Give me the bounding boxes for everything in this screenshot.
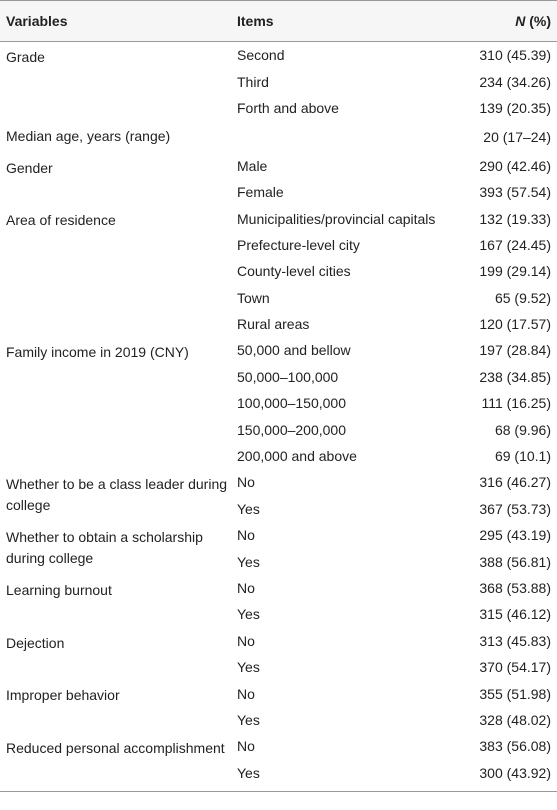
value-cell: 120 (17.57) <box>479 316 551 333</box>
table-row <box>0 628 557 654</box>
value-cell: 234 (34.26) <box>479 73 551 90</box>
value-cell: 316 (46.27) <box>479 474 551 491</box>
value-cell: 132 (19.33) <box>479 210 551 227</box>
table-row <box>0 575 557 601</box>
table-row <box>0 42 557 69</box>
item-cell: Prefecture-level city <box>237 236 360 253</box>
item-cell: No <box>237 738 255 755</box>
value-cell: 197 (28.84) <box>479 342 551 359</box>
value-cell: 295 (43.19) <box>479 527 551 544</box>
table-row <box>0 205 557 231</box>
table-row <box>0 469 557 495</box>
value-cell: 300 (43.92) <box>459 760 557 792</box>
value-cell: 310 (45.39) <box>479 47 551 64</box>
value-cell: 328 (48.02) <box>479 711 551 728</box>
item-cell: Third <box>237 73 269 90</box>
item-cell: No <box>237 632 255 649</box>
item-cell: No <box>237 474 255 491</box>
value-cell: 139 (20.35) <box>479 99 551 116</box>
item-cell: Yes <box>237 500 260 517</box>
table-body <box>0 42 557 792</box>
value-cell: 69 (10.1) <box>494 448 551 465</box>
item-cell: 200,000 and above <box>237 448 357 465</box>
variable-cell: Grade <box>6 49 45 65</box>
item-cell: Yes <box>237 711 260 728</box>
value-cell: 393 (57.54) <box>479 184 551 201</box>
header-n-percent <box>459 1 557 42</box>
value-cell: 199 (29.14) <box>479 263 551 280</box>
value-cell: 355 (51.98) <box>479 685 551 702</box>
value-cell: 370 (54.17) <box>479 659 551 676</box>
item-cell: County-level cities <box>237 263 351 280</box>
item-cell: Rural areas <box>237 316 310 333</box>
header-n-label: N <box>515 13 526 29</box>
value-cell: 388 (56.81) <box>479 553 551 570</box>
value-cell: 383 (56.08) <box>479 738 551 755</box>
header-row <box>0 1 557 42</box>
item-cell: 50,000–100,000 <box>237 368 339 385</box>
item-cell: No <box>237 527 255 544</box>
value-cell: 167 (24.45) <box>479 236 551 253</box>
variable-cell: Area of residence <box>6 212 116 229</box>
table-row <box>0 733 557 759</box>
variable-cell: Learning burnout <box>6 581 112 598</box>
item-cell: 100,000–150,000 <box>237 395 346 412</box>
value-cell: 111 (16.25) <box>481 395 551 412</box>
table-row <box>0 153 557 179</box>
item-cell <box>237 121 459 152</box>
table-header <box>0 1 557 42</box>
item-cell: 50,000 and bellow <box>237 342 351 359</box>
item-cell: Yes <box>237 659 260 676</box>
value-cell: 315 (46.12) <box>479 606 551 623</box>
variable-cell: Median age, years (range) <box>6 128 171 145</box>
item-cell: Municipalities/provincial capitals <box>237 210 436 227</box>
variable-cell: Improper behavior <box>6 687 120 704</box>
variable-cell: Whether to obtain a scholarship during college <box>6 529 203 567</box>
header-percent-label: (%) <box>525 13 551 29</box>
item-cell: No <box>237 580 255 596</box>
value-cell: 367 (53.73) <box>479 500 551 517</box>
item-cell: Forth and above <box>237 99 339 116</box>
item-cell: Male <box>237 157 268 174</box>
item-cell: Female <box>237 184 284 201</box>
value-cell: 290 (42.46) <box>479 157 551 174</box>
value-cell: 313 (45.83) <box>479 632 551 649</box>
variable-cell: Whether to be a class leader during college <box>6 476 228 514</box>
variable-cell: Reduced personal accomplishment <box>0 733 237 791</box>
value-cell: 238 (34.85) <box>479 368 551 385</box>
item-cell: No <box>237 685 255 702</box>
variable-cell: Family income in 2019 (CNY) <box>6 344 189 361</box>
table-row <box>0 522 557 548</box>
item-cell: Yes <box>237 553 260 570</box>
value-cell: 20 (17–24) <box>483 128 551 145</box>
header-variables: Variables <box>0 1 237 42</box>
header-items: Items <box>237 1 459 42</box>
item-cell: Second <box>237 47 285 64</box>
table-row <box>0 337 557 363</box>
item-cell: Yes <box>237 606 260 623</box>
variable-cell: Gender <box>6 159 53 176</box>
item-cell: Yes <box>237 760 459 792</box>
value-cell: 68 (9.96) <box>494 421 551 438</box>
table-row <box>0 680 557 706</box>
item-cell: 150,000–200,000 <box>237 421 346 438</box>
value-cell: 368 (53.88) <box>479 580 551 596</box>
table-row <box>0 121 557 152</box>
value-cell: 65 (9.52) <box>494 289 551 306</box>
item-cell: Town <box>237 289 270 306</box>
variable-cell: Dejection <box>6 634 65 651</box>
